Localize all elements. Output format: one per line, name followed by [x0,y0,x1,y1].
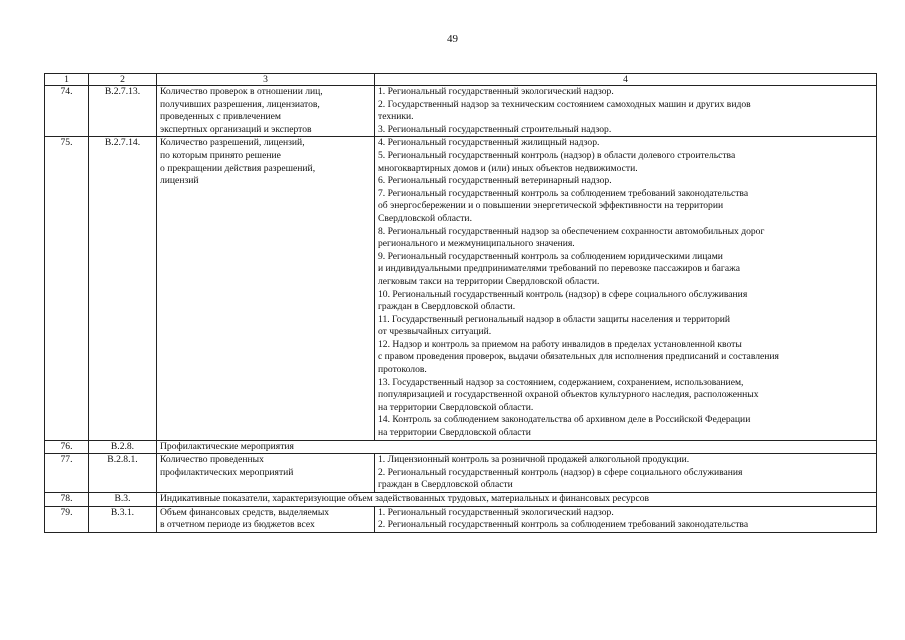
text-line: 1. Региональный государственный экологический надзор. [378,86,614,97]
row-number: 74. [45,86,89,137]
text-line: многоквартирных домов и (или) иных объектов недвижимости. [378,162,638,174]
text-line: 12. Надзор и контроль за приемом на работу инвалидов в пределах установленной квоты [378,338,742,350]
text-line: о прекращении действия разрешений, [160,162,316,174]
text-line: 14. Контроль за соблюдением законодательства об архивном деле в Российской Федерации [378,414,751,426]
text-line: граждан в Свердловской области. [378,301,516,313]
text-line: с правом проведения проверок, выдачи обязательных для исполнения предписаний и составления [378,351,779,363]
row-number: 78. [45,493,89,507]
text-line: 2. Государственный надзор за техническим состоянием самоходных машин и других видов [378,98,751,110]
table-row [45,137,877,440]
text-line: профилактических мероприятий [160,466,294,478]
text-line: 4. Региональный государственный жилищный надзор. [378,137,600,149]
text-line: 3. Региональный государственный строительный надзор. [378,123,612,135]
column-header: 1 [45,74,89,86]
table-header-row [45,74,877,86]
text-line: граждан в Свердловской области [378,479,513,491]
page-number: 49 [447,33,458,45]
row-number: 77. [45,454,89,493]
table-row [45,493,877,507]
indicator-name [157,86,375,137]
text-line: в отчетном периоде из бюджетов всех [160,519,315,531]
table-row [45,454,877,493]
text-line: от чрезвычайных ситуаций. [378,326,492,338]
text-line: экспертных организаций и экспертов [160,123,312,135]
text-line: на территории Свердловской области. [378,401,534,413]
text-line: 1. Региональный государственный экологический надзор. [378,506,614,518]
text-line: 11. Государственный региональный надзор в области защиты населения и территорий [378,313,731,325]
supervision-types [375,506,877,532]
row-number: 76. [45,440,89,454]
text-line: Количество разрешений, лицензий, [160,137,305,149]
text-line: 6. Региональный государственный ветеринарный надзор. [378,175,612,187]
indicator-code: В.2.8. [89,440,157,454]
indicator-name [157,506,375,532]
indicator-name [157,137,375,440]
text-line: регионального и межмуниципального значения. [378,238,575,250]
text-line: протоколов. [378,364,427,376]
text-line: 10. Региональный государственный контроль (надзор) в сфере социального обслуживания [378,288,748,300]
row-number: 79. [45,506,89,532]
table-row [45,440,877,454]
text-line: 2. Региональный государственный контроль (надзор) в сфере социального обслуживания [378,466,743,478]
text-line: и индивидуальными предпринимателями требований по перевозке пассажиров и багажа [378,263,740,275]
text-line: 5. Региональный государственный контроль (надзор) в области долевого строительства [378,149,736,161]
supervision-types [375,137,877,440]
indicator-code: В.2.8.1. [89,454,157,493]
text-line: на территории Свердловской области [378,427,531,439]
text-line: 13. Государственный надзор за состоянием, содержанием, сохранением, использованием, [378,376,744,388]
text-line: по которым принято решение [160,149,281,161]
text-line: техники. [378,111,414,123]
section-title [157,440,877,454]
supervision-types [375,454,877,493]
text-line: Профилактические мероприятия [160,440,294,452]
text-line: Объем финансовых средств, выделяемых [160,506,330,518]
section-title [157,493,877,507]
column-header: 3 [157,74,375,86]
text-line: проведенных с привлечением [160,111,281,123]
indicators-table [44,73,877,533]
text-line: Свердловской области. [378,212,472,224]
text-line: об энергосбережении и о повышении энергетической эффективности на территории [378,200,724,212]
indicator-code: В.3. [89,493,157,507]
table-row [45,86,877,137]
column-header: 2 [89,74,157,86]
indicator-code: В.2.7.14. [89,137,157,440]
row-number: 75. [45,137,89,440]
indicator-code: В.2.7.13. [89,86,157,137]
text-line: Количество проведенных [160,454,264,466]
text-line: 2. Региональный государственный контроль за соблюдением требований законодательства [378,519,749,531]
table-row [45,506,877,532]
text-line: Индикативные показатели, характеризующие объем задействованных трудовых, материальных и финансовых ресурсов [160,493,650,504]
text-line: популяризацией и государственной охраной объектов культурного наследия, расположенных [378,389,759,401]
column-header: 4 [375,74,877,86]
text-line: лицензий [160,175,199,187]
indicator-code: В.3.1. [89,506,157,532]
text-line: 8. Региональный государственный надзор за обеспечением сохранности автомобильных дорог [378,225,765,237]
text-line: Количество проверок в отношении лиц, [160,86,323,97]
text-line: 1. Лицензионный контроль за розничной продажей алкогольной продукции. [378,454,690,466]
text-line: 7. Региональный государственный контроль за соблюдением требований законодательства [378,187,749,199]
text-line: получивших разрешения, лицензиатов, [160,98,320,110]
supervision-types [375,86,877,137]
text-line: легковым такси на территории Свердловской области. [378,275,600,287]
indicator-name [157,454,375,493]
text-line: 9. Региональный государственный контроль за соблюдением юридическими лицами [378,250,723,262]
